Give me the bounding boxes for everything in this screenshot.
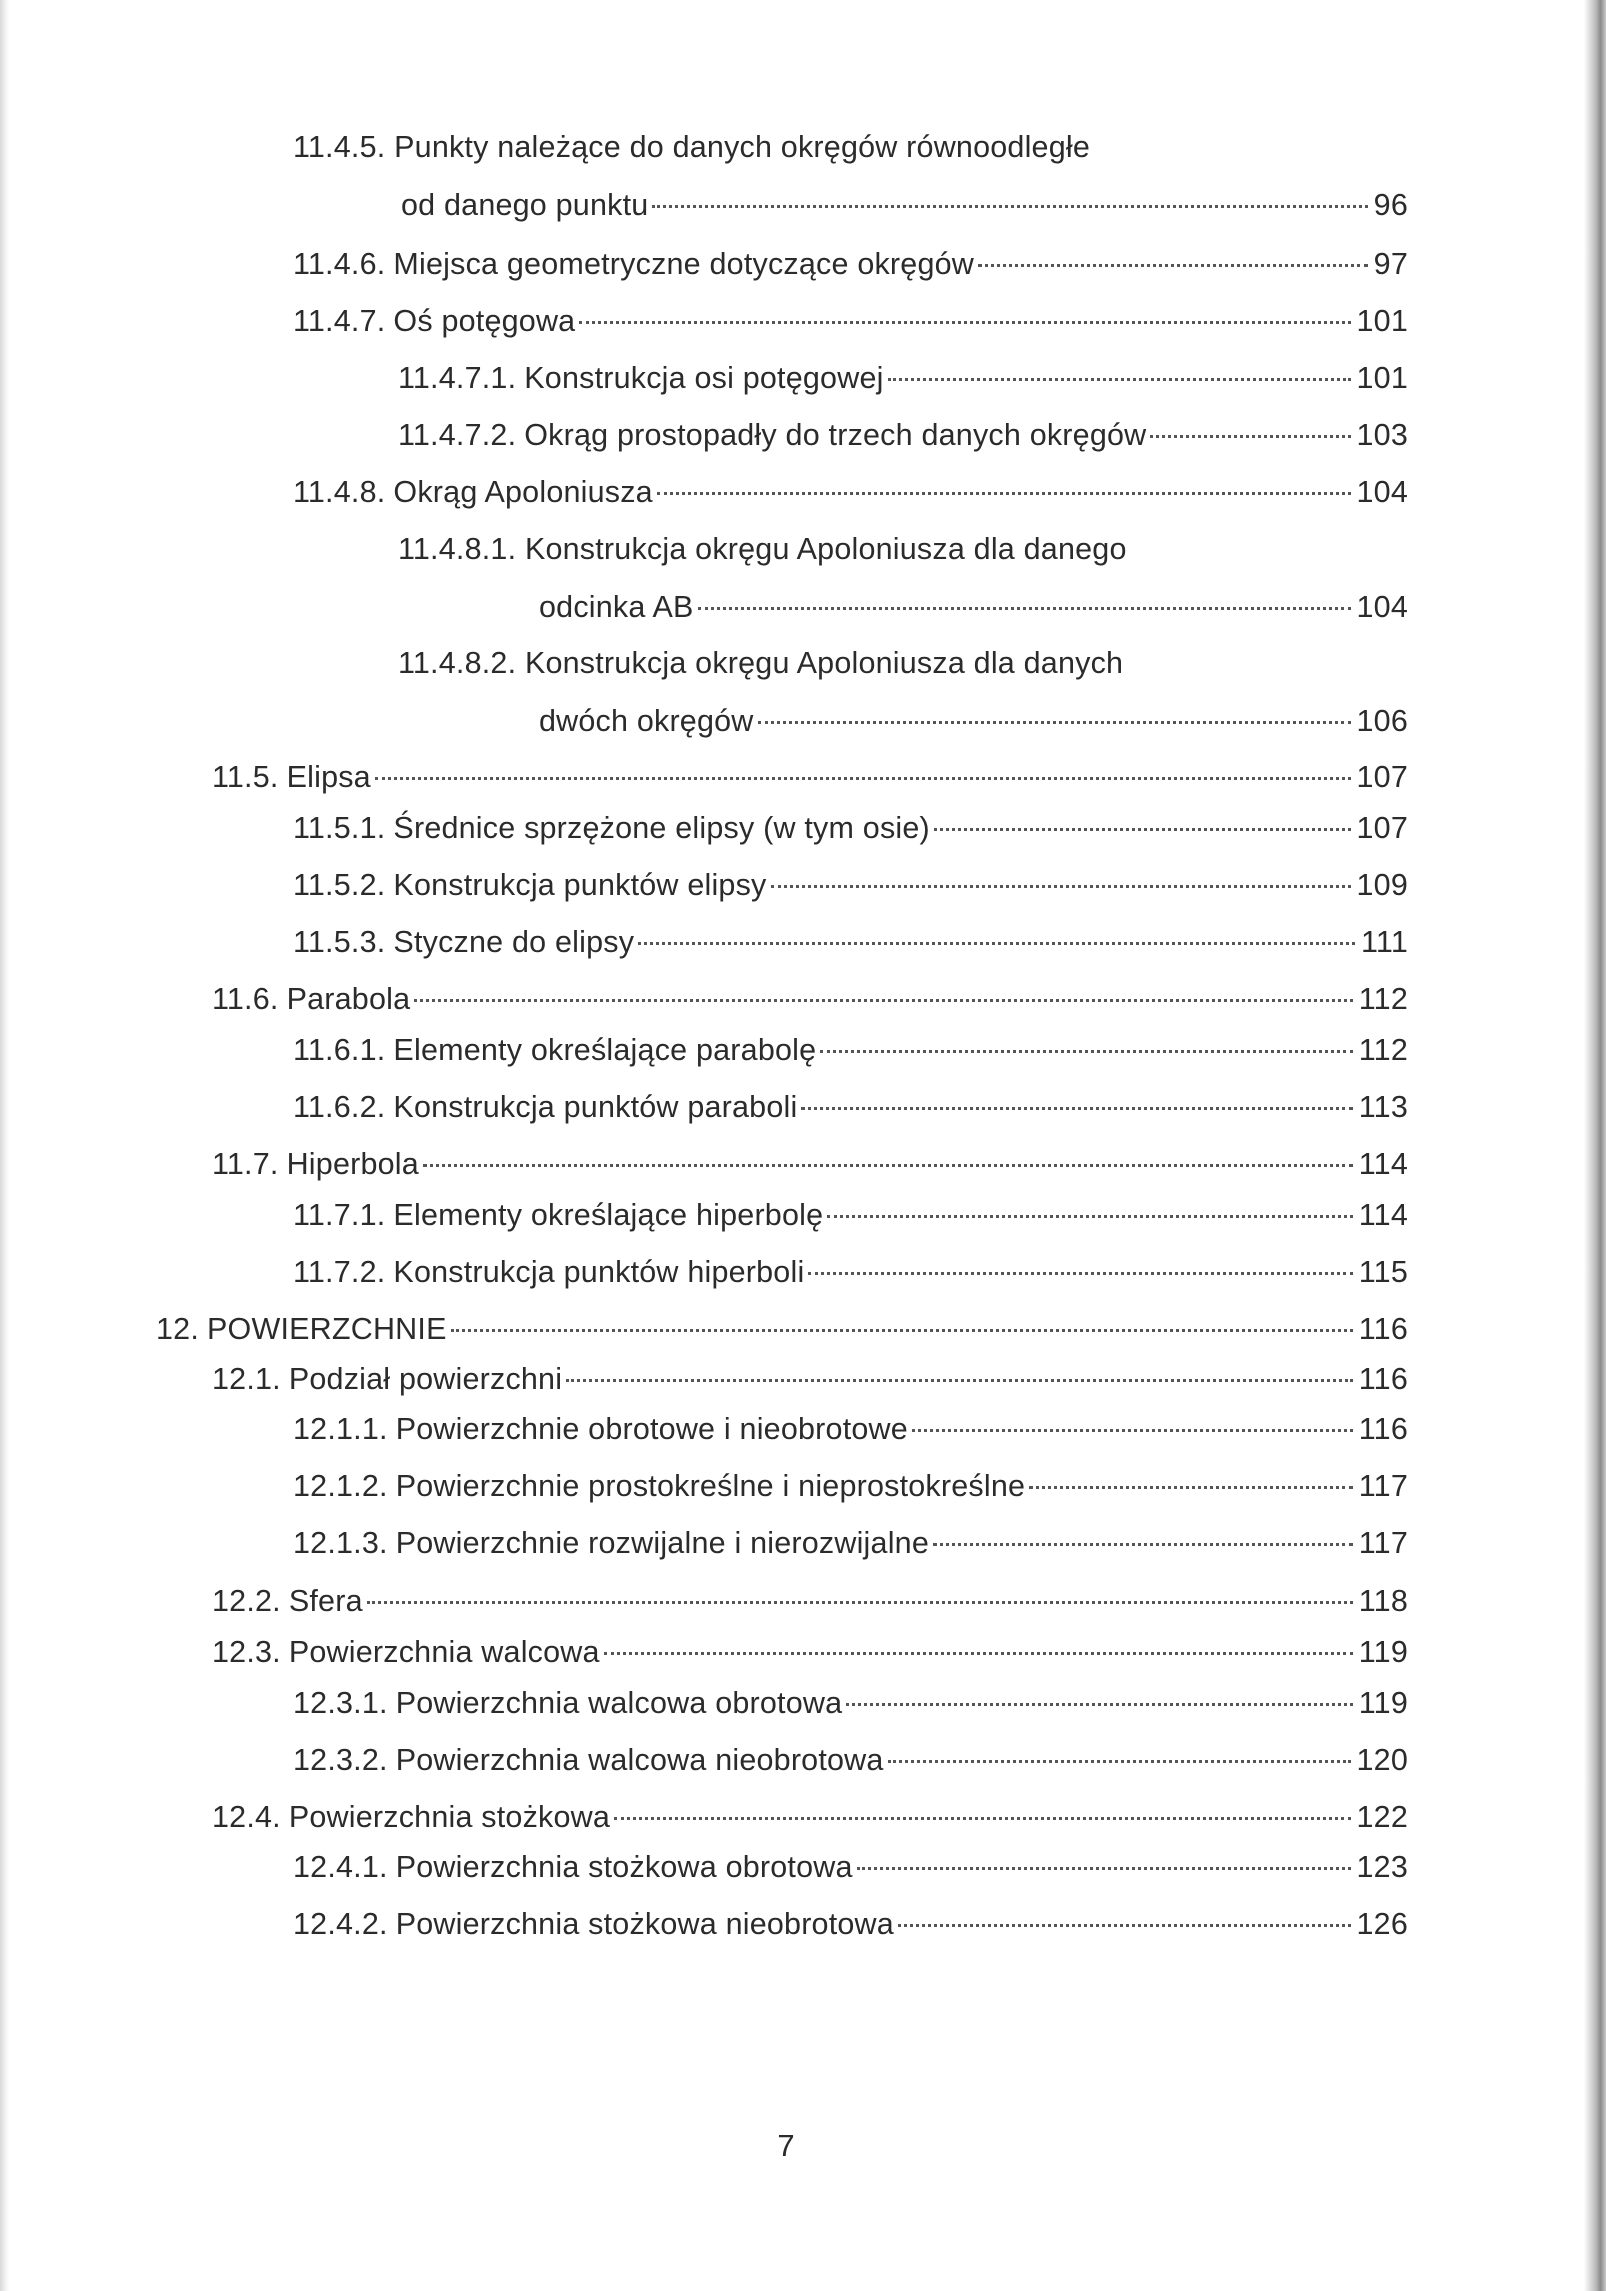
toc-entry-second-line	[398, 702, 1408, 740]
toc-entry-12-2	[212, 1582, 1408, 1620]
toc-entry-11-5-2	[293, 866, 1408, 904]
toc-entry-title: Powierzchnia walcowa obrotowa	[395, 1686, 843, 1720]
toc-entry-title: Powierzchnie rozwijalne i nierozwijalne	[395, 1526, 930, 1560]
dot-leader	[933, 1543, 1353, 1546]
toc-entry-title: POWIERZCHNIE	[207, 1312, 447, 1346]
toc-entry-12-4-1	[293, 1848, 1408, 1886]
dot-leader	[827, 1215, 1353, 1218]
toc-entry-11-5-1	[293, 809, 1408, 847]
toc-entry-title: Miejsca geometryczne dotyczące okręgów	[393, 247, 974, 281]
toc-page-number: 107	[1356, 760, 1408, 794]
toc-entry-title: Punkty należące do danych okręgów równoodległe	[394, 130, 1091, 164]
toc-entry-11-7-2	[293, 1253, 1408, 1291]
toc-entry-number: 11.4.8.	[293, 475, 386, 509]
toc-entry-number: 12.1.1.	[293, 1412, 388, 1446]
toc-entry-title: Średnice sprzężone elipsy (w tym osie)	[393, 811, 930, 845]
dot-leader	[801, 1107, 1352, 1110]
dot-leader	[846, 1703, 1353, 1706]
toc-entry-number: 12.3.	[212, 1635, 281, 1669]
toc-entry-11-6-2	[293, 1088, 1408, 1126]
toc-entry-11-4-7-2	[398, 416, 1408, 454]
toc-entry-number: 11.6.2.	[293, 1090, 386, 1124]
toc-page-number: 116	[1358, 1312, 1408, 1346]
toc-page-number: 116	[1358, 1412, 1408, 1446]
dot-leader	[820, 1050, 1352, 1053]
toc-entry-title: Konstrukcja punktów hiperboli	[393, 1255, 805, 1289]
toc-entry-number: 12.1.2.	[293, 1469, 388, 1503]
dot-leader	[566, 1379, 1353, 1382]
toc-entry-number: 12.2.	[212, 1584, 281, 1618]
toc-page-number: 106	[1356, 704, 1408, 738]
toc-entry-12-4-2	[293, 1905, 1408, 1943]
toc-entry-title: Konstrukcja punktów elipsy	[393, 868, 767, 902]
dot-leader	[888, 1760, 1351, 1763]
toc-page-number: 109	[1356, 868, 1408, 902]
toc-entry-title: Powierzchnie prostokreślne i nieprostokreślne	[395, 1469, 1026, 1503]
toc-page-number: 112	[1358, 982, 1408, 1016]
toc-entry-title-continued: od danego punktu	[401, 188, 649, 222]
toc-page-number: 115	[1358, 1255, 1408, 1289]
dot-leader	[423, 1164, 1353, 1167]
toc-entry-number: 11.6.1.	[293, 1033, 386, 1067]
toc-entry-11-4-7-1	[398, 359, 1408, 397]
toc-page-number: 101	[1356, 304, 1408, 338]
toc-page-number: 117	[1358, 1526, 1408, 1560]
toc-page-number: 117	[1358, 1469, 1408, 1503]
toc-entry-first-line	[293, 128, 1408, 166]
toc-entry-12-1-2	[293, 1467, 1408, 1505]
toc-page-number: 122	[1356, 1800, 1408, 1834]
toc-entry-number: 11.4.8.1.	[398, 532, 517, 566]
dot-leader	[414, 999, 1352, 1002]
dot-leader	[978, 264, 1368, 267]
toc-page-number: 112	[1358, 1033, 1408, 1067]
toc-entry-title: Konstrukcja osi potęgowej	[524, 361, 884, 395]
toc-entry-12	[156, 1310, 1408, 1348]
toc-entry-11-5-3	[293, 923, 1408, 961]
toc-page-number: 114	[1358, 1147, 1408, 1181]
dot-leader	[638, 942, 1355, 945]
toc-entry-title: Powierzchnia stożkowa	[288, 1800, 611, 1834]
toc-entry-number: 11.5.1.	[293, 811, 386, 845]
dot-leader	[375, 777, 1351, 780]
toc-entry-number: 12.1.	[212, 1362, 281, 1396]
toc-entry-number: 12.3.2.	[293, 1743, 388, 1777]
toc-entry-number: 11.4.8.2.	[398, 646, 517, 680]
toc-entry-number: 12.4.1.	[293, 1850, 388, 1884]
toc-entry-11-4-8-1	[398, 530, 1408, 626]
toc-entry-12-3-2	[293, 1741, 1408, 1779]
toc-page-number: 119	[1358, 1635, 1408, 1669]
dot-leader	[934, 828, 1351, 831]
page-number: 7	[777, 2128, 795, 2163]
toc-entry-11-7-1	[293, 1196, 1408, 1234]
toc-entry-number: 11.4.5.	[293, 130, 386, 164]
toc-page-number: 104	[1356, 590, 1408, 624]
toc-entry-title-continued: odcinka AB	[539, 590, 694, 624]
toc-entry-title: Elementy określające hiperbolę	[393, 1198, 824, 1232]
toc-entry-number: 11.7.1.	[293, 1198, 386, 1232]
toc-entry-11-4-8	[293, 473, 1408, 511]
toc-entry-11-6-1	[293, 1031, 1408, 1069]
toc-entry-number: 12.	[156, 1312, 199, 1346]
toc-page-number: 104	[1356, 475, 1408, 509]
toc-entry-title: Elementy określające parabolę	[393, 1033, 817, 1067]
dot-leader	[912, 1429, 1353, 1432]
toc-entry-12-4	[212, 1798, 1408, 1836]
toc-entry-title: Podział powierzchni	[288, 1362, 563, 1396]
toc-entry-number: 11.4.7.1.	[398, 361, 517, 395]
toc-entry-number: 12.4.	[212, 1800, 281, 1834]
toc-entry-title: Powierzchnia walcowa nieobrotowa	[395, 1743, 884, 1777]
dot-leader	[367, 1601, 1353, 1604]
dot-leader	[1150, 435, 1350, 438]
toc-page-number: 113	[1358, 1090, 1408, 1124]
toc-entry-first-line	[398, 644, 1408, 682]
toc-entry-title: Konstrukcja okręgu Apoloniusza dla danych	[524, 646, 1124, 680]
toc-entry-title: Sfera	[288, 1584, 363, 1618]
toc-page-number: 103	[1356, 418, 1408, 452]
toc-entry-number: 11.4.7.2.	[398, 418, 517, 452]
toc-entry-number: 11.4.6.	[293, 247, 386, 281]
toc-entry-number: 11.7.	[212, 1147, 279, 1181]
toc-page-number: 126	[1356, 1907, 1408, 1941]
toc-page-number: 120	[1356, 1743, 1408, 1777]
toc-entry-title: Hiperbola	[286, 1147, 419, 1181]
toc-page-number: 119	[1358, 1686, 1408, 1720]
toc-entry-first-line	[398, 530, 1408, 568]
toc-entry-12-1-3	[293, 1524, 1408, 1562]
toc-entry-number: 11.7.2.	[293, 1255, 386, 1289]
toc-entry-second-line	[293, 186, 1408, 224]
toc-entry-number: 11.5.2.	[293, 868, 386, 902]
toc-entry-number: 12.1.3.	[293, 1526, 388, 1560]
dot-leader	[771, 885, 1351, 888]
toc-entry-title: Konstrukcja punktów paraboli	[393, 1090, 798, 1124]
toc-page-number: 97	[1373, 247, 1408, 281]
toc-entry-title-continued: dwóch okręgów	[539, 704, 754, 738]
dot-leader	[857, 1867, 1351, 1870]
toc-entry-11-7	[212, 1145, 1408, 1183]
toc-page-number: 111	[1361, 925, 1408, 959]
toc-entry-number: 12.3.1.	[293, 1686, 388, 1720]
dot-leader	[698, 607, 1351, 610]
toc-entry-11-4-7	[293, 302, 1408, 340]
toc-entry-number: 11.5.3.	[293, 925, 386, 959]
toc-entry-title: Powierzchnia walcowa	[288, 1635, 600, 1669]
toc-entry-title: Konstrukcja okręgu Apoloniusza dla danego	[524, 532, 1127, 566]
toc-entry-number: 11.4.7.	[293, 304, 386, 338]
dot-leader	[657, 492, 1351, 495]
toc-entry-12-3	[212, 1633, 1408, 1671]
toc-entry-title: Okrąg prostopadły do trzech danych okręgów	[524, 418, 1147, 452]
toc-entry-title: Parabola	[286, 982, 411, 1016]
toc-entry-title: Powierzchnie obrotowe i nieobrotowe	[395, 1412, 908, 1446]
dot-leader	[1029, 1486, 1353, 1489]
toc-entry-11-4-8-2	[398, 644, 1408, 740]
toc-entry-title: Oś potęgowa	[393, 304, 576, 338]
toc-page-number: 123	[1356, 1850, 1408, 1884]
toc-page-number: 96	[1373, 188, 1408, 222]
dot-leader	[652, 205, 1367, 208]
toc-entry-title: Styczne do elipsy	[393, 925, 635, 959]
toc-page-number: 101	[1356, 361, 1408, 395]
toc-entry-11-4-6	[293, 245, 1408, 283]
toc-entry-number: 11.5.	[212, 760, 279, 794]
toc-page-number: 118	[1358, 1584, 1408, 1618]
toc-entry-12-1	[212, 1360, 1408, 1398]
toc-page-number: 114	[1358, 1198, 1408, 1232]
toc-entry-title: Powierzchnia stożkowa obrotowa	[395, 1850, 853, 1884]
toc-entry-number: 11.6.	[212, 982, 279, 1016]
dot-leader	[614, 1817, 1350, 1820]
dot-leader	[758, 721, 1351, 724]
toc-entry-title: Elipsa	[286, 760, 371, 794]
toc-entry-11-5	[212, 758, 1408, 796]
dot-leader	[604, 1652, 1353, 1655]
toc-entry-11-6	[212, 980, 1408, 1018]
toc-entry-number: 12.4.2.	[293, 1907, 388, 1941]
toc-entry-12-1-1	[293, 1410, 1408, 1448]
dot-leader	[898, 1924, 1351, 1927]
dot-leader	[579, 321, 1350, 324]
toc-entry-title: Powierzchnia stożkowa nieobrotowa	[395, 1907, 894, 1941]
toc-page-number: 116	[1358, 1362, 1408, 1396]
toc-entry-title: Okrąg Apoloniusza	[393, 475, 653, 509]
dot-leader	[808, 1272, 1352, 1275]
dot-leader	[451, 1329, 1353, 1332]
toc-page-number: 107	[1356, 811, 1408, 845]
toc-entry-11-4-5	[293, 128, 1408, 224]
dot-leader	[888, 378, 1351, 381]
toc-entry-second-line	[398, 588, 1408, 626]
toc-entry-12-3-1	[293, 1684, 1408, 1722]
